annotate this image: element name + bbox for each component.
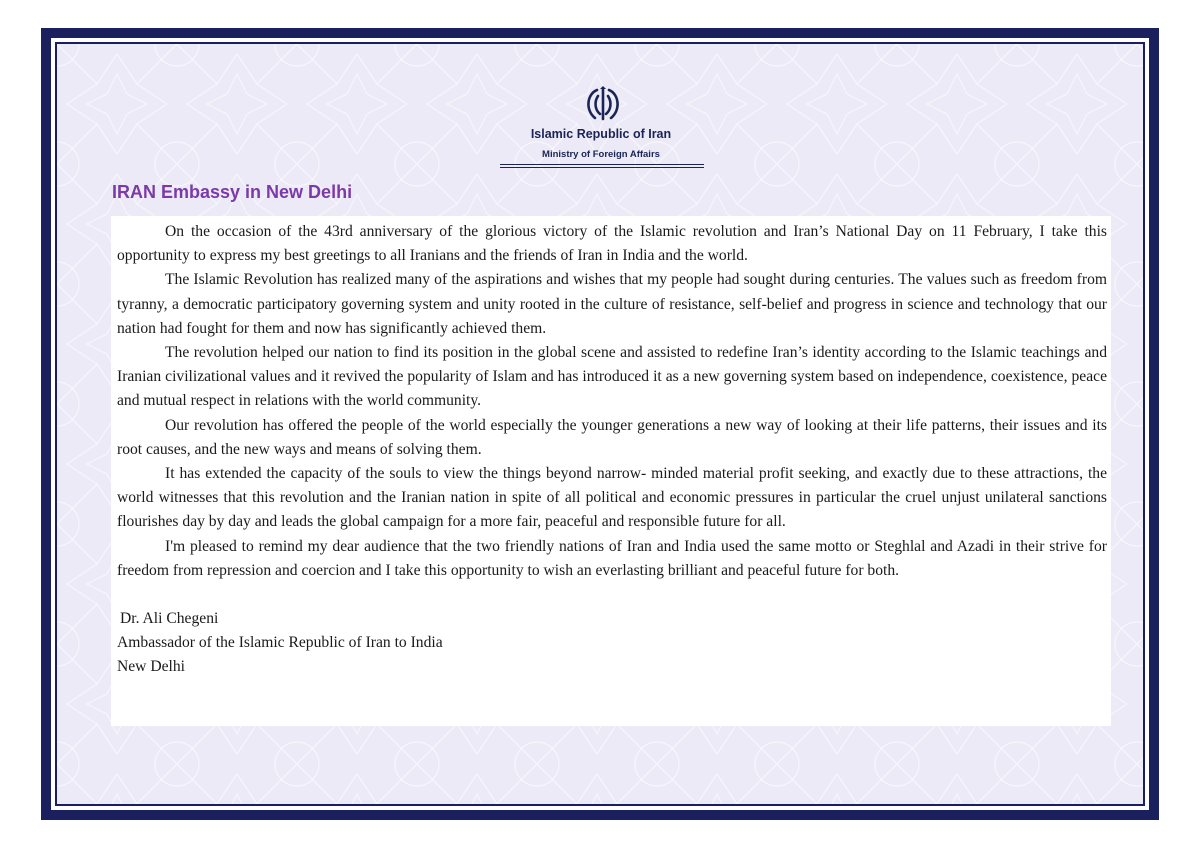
signatory-name: Dr. Ali Chegeni	[120, 610, 219, 628]
paragraph: The revolution helped our nation to find its position in the global scene and assisted to redefine Iran’s identity according to the Islamic teachings and Iranian civilizational values and it revived the popularity of Islam and has introduced it as a new governing system based on independence, coexistence, peace and mutual respect in relations with the world community.	[117, 344, 1107, 410]
header-rule-bottom	[500, 167, 704, 168]
frame-gap	[51, 38, 1149, 810]
letter-body	[111, 216, 1111, 726]
signature-block	[117, 607, 1107, 680]
iran-emblem-icon	[583, 86, 623, 122]
paragraph: Our revolution has offered the people of the world especially the younger generations a new way of looking at their life patterns, their issues and its root causes, and the new ways and means of solving them.	[117, 416, 1107, 458]
header-subtitle: Ministry of Foreign Affairs	[542, 149, 660, 160]
paragraph: On the occasion of the 43rd anniversary of the glorious victory of the Islamic revolution and Iran’s National Day on 11 February, I take this opportunity to express my best greetings to all Iranians and the friends of Iran in India and the world.	[117, 223, 1107, 265]
signatory-location: New Delhi	[117, 658, 185, 676]
paragraph: It has extended the capacity of the souls to view the things beyond narrow- minded material profit seeking, and exactly due to these attractions, the world witnesses that this revolution and the Iranian nation in spite of all political and economic pressures in particular the cruel unjust unilateral sanctions flourishes day by day and leads the global campaign for a more fair, peaceful and responsible future for all.	[117, 465, 1107, 531]
paragraph: The Islamic Revolution has realized many of the aspirations and wishes that my people had sought during centuries. The values such as freedom from tyranny, a democratic participatory governing system and unity rooted in the culture of resistance, self-belief and progress in science and technology that our nation had fought for them and now has significantly achieved them.	[117, 271, 1107, 337]
signatory-position: Ambassador of the Islamic Republic of Iran to India	[117, 634, 443, 652]
outer-frame	[41, 28, 1159, 820]
header-title: Islamic Republic of Iran	[530, 127, 672, 141]
header-rule-top	[500, 164, 704, 165]
embassy-title: IRAN Embassy in New Delhi	[112, 182, 353, 202]
letter-sheet	[55, 42, 1145, 806]
paragraph: I'm pleased to remind my dear audience that the two friendly nations of Iran and India used the same motto or Steghlal and Azadi in their strive for freedom from repression and coercion and I take this opportunity to wish an everlasting brilliant and peaceful future for both.	[117, 537, 1107, 579]
